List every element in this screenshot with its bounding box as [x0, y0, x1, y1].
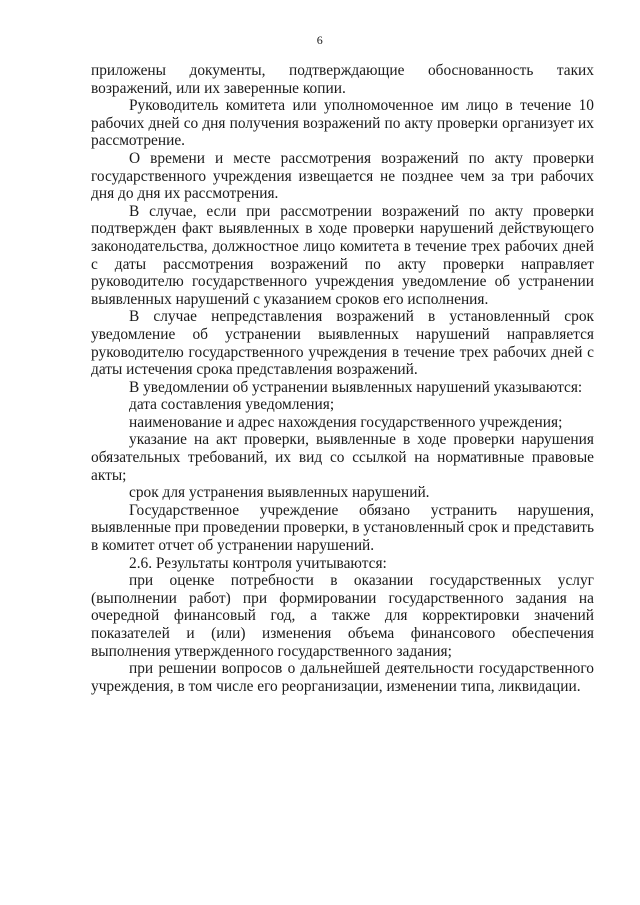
list-item-deadline: срок для устранения выявленных нарушений.: [129, 484, 430, 502]
document-body: [91, 62, 594, 695]
page-number: 6: [316, 33, 324, 47]
paragraph-review-organization: Руководитель комитета или уполномоченное им лицо в течение 10 рабочих дней со дня получения возражений по акту проверки организует их рассмотрение.: [91, 97, 594, 150]
list-item-service-needs: при оценке потребности в оказании государственных услуг (выполнении работ) при формировании государственного задания на очередной финансовый год, а также для корректировки значений показателей и (или) изменения объема финансового обеспечения выполнения утвержденного государственного задания;: [91, 572, 594, 660]
section-heading-2-6: 2.6. Результаты контроля учитываются:: [129, 554, 387, 572]
paragraph-continuation: приложены документы, подтверждающие обоснованность таких возражений, или их заверенные копии.: [91, 62, 594, 97]
paragraph-institution-obligation: Государственное учреждение обязано устранить нарушения, выявленные при проведении проверки, в установленный срок и представить в комитет отчет об устранении нарушений.: [91, 501, 594, 555]
list-item-inspection-act: указание на акт проверки, выявленные в ходе проверки нарушения обязательных требований, их вид со ссылкой на нормативные правовые акты;: [91, 431, 594, 484]
list-item-institution-name: наименование и адрес нахождения государственного учреждения;: [129, 413, 563, 431]
paragraph-no-objections: В случае непредставления возражений в установленный срок уведомление об устранении выявленных нарушений направляется руководителю государственного учреждения в течение трех рабочих дней с даты истечения срока представления возражений.: [91, 308, 594, 379]
list-item-further-activity: при решении вопросов о дальнейшей деятельности государственного учреждения, в том числе его реорганизации, изменении типа, ликвидации.: [91, 660, 594, 695]
paragraph-review-notice: О времени и месте рассмотрения возражений по акту проверки государственного учреждения извещается не позднее чем за три рабочих дня до дня их рассмотрения.: [91, 149, 594, 203]
list-item-notice-date: дата составления уведомления;: [129, 396, 335, 414]
paragraph-violation-confirmed: В случае, если при рассмотрении возражений по акту проверки подтвержден факт выявленных в ходе проверки нарушений действующего законодательства, должностное лицо комитета в течение трех рабочих дней с даты рассмотрения возражений по акту проверки направляет руководителю государственного учреждения уведомление об устранении выявленных нарушений с указанием сроков его исполнения.: [91, 202, 594, 308]
paragraph-notice-contents-intro: В уведомлении об устранении выявленных нарушений указываются:: [129, 378, 583, 396]
